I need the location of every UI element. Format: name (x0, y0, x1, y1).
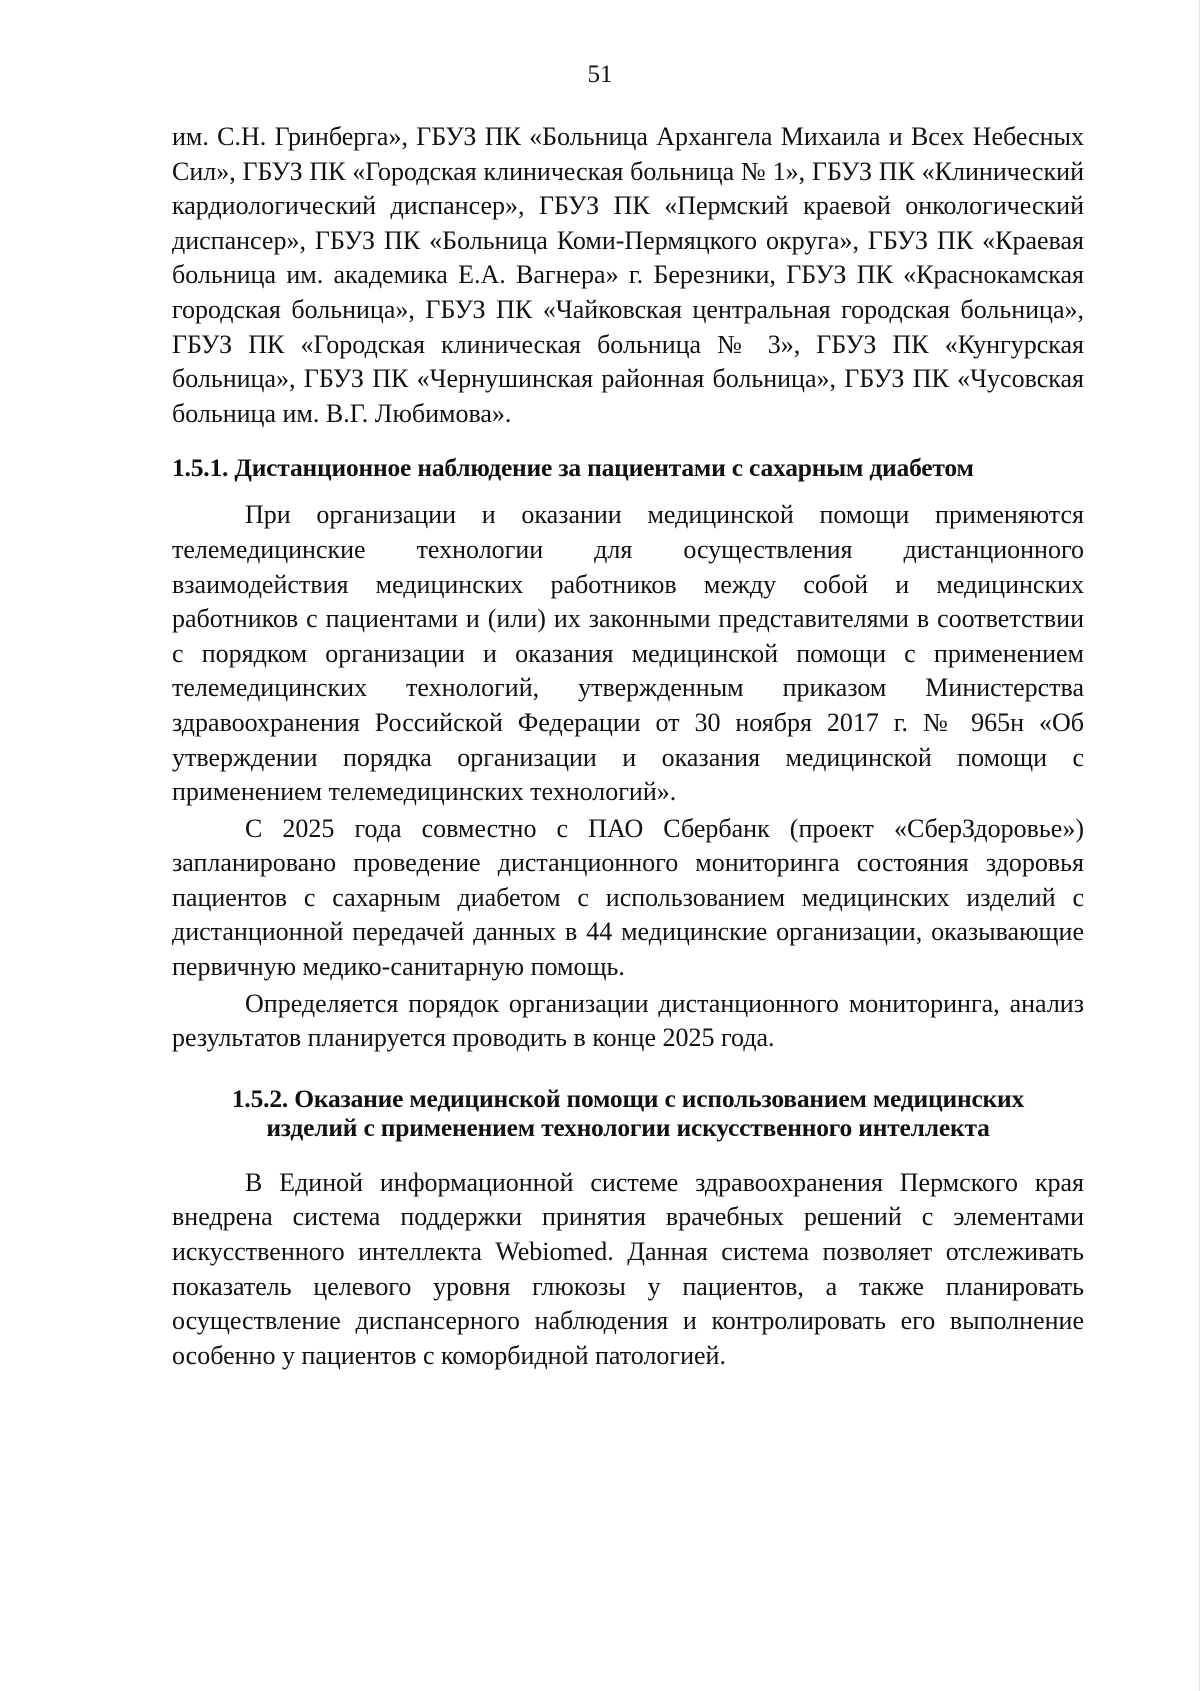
document-body (172, 120, 1084, 1373)
paragraph-hospital-list: им. С.Н. Гринберга», ГБУЗ ПК «Больница Архангела Михаила и Всех Небесных Сил», ГБУЗ ПК «Городская клиническая больница № 1», ГБУЗ ПК «Клинический кардиологический диспансер», ГБУЗ ПК «Пермский краевой онкологический диспансер», ГБУЗ ПК «Больница Коми-Пермяцкого округа», ГБУЗ ПК «Краевая больница им. академика Е.А. Вагнера» г. Березники, ГБУЗ ПК «Краснокамская городская больница», ГБУЗ ПК «Чайковская центральная городская больница», ГБУЗ ПК «Городская клиническая больница № 3», ГБУЗ ПК «Кунгурская больница», ГБУЗ ПК «Чернушинская районная больница», ГБУЗ ПК «Чусовская больница им. В.Г. Любимова». (172, 122, 1084, 428)
page-number: 51 (587, 61, 613, 88)
paragraph-sberzdorovye: С 2025 года совместно с ПАО Сбербанк (проект «СберЗдоровье») запланировано проведение дистанционного мониторинга состояния здоровья пациентов с сахарным диабетом с использованием медицинских изделий с дистанционной передачей данных в 44 медицинские организации, оказывающие первичную медико-санитарную помощь. (172, 813, 1084, 982)
section-heading-1-5-2-line-2: изделий с применением технологии искусственного интеллекта (266, 1112, 990, 1142)
paragraph-monitoring-order: Определяется порядок организации дистанционного мониторинга, анализ результатов планируется проводить в конце 2025 года. (172, 988, 1084, 1053)
section-heading-1-5-2 (172, 1084, 1084, 1142)
section-heading-1-5-2-line-1: 1.5.2. Оказание медицинской помощи с использованием медицинских (231, 1083, 1025, 1113)
paragraph-webiomed: В Единой информационной системе здравоохранения Пермского края внедрена система поддержки принятия врачебных решений с элементами искусственного интеллекта Webiomed. Данная система позволяет отслеживать показатель целевого уровня глюкозы у пациентов, а также планировать осуществление диспансерного наблюдения и контролировать его выполнение особенно у пациентов с коморбидной патологией. (172, 1167, 1084, 1370)
paragraph-telemedicine: При организации и оказании медицинской помощи применяются телемедицинские технологии для осуществления дистанционного взаимодействия медицинских работников между собой и медицинских работников с пациентами и (или) их законными представителями в соответствии с порядком организации и оказания медицинской помощи с применением телемедицинских технологий, утвержденным приказом Министерства здравоохранения Российской Федерации от 30 ноября 2017 г. № 965н «Об утверждении порядка организации и оказания медицинской помощи с применением телемедицинских технологий». (172, 500, 1084, 807)
section-heading-1-5-1: 1.5.1. Дистанционное наблюдение за пациентами с сахарным диабетом (172, 453, 974, 483)
